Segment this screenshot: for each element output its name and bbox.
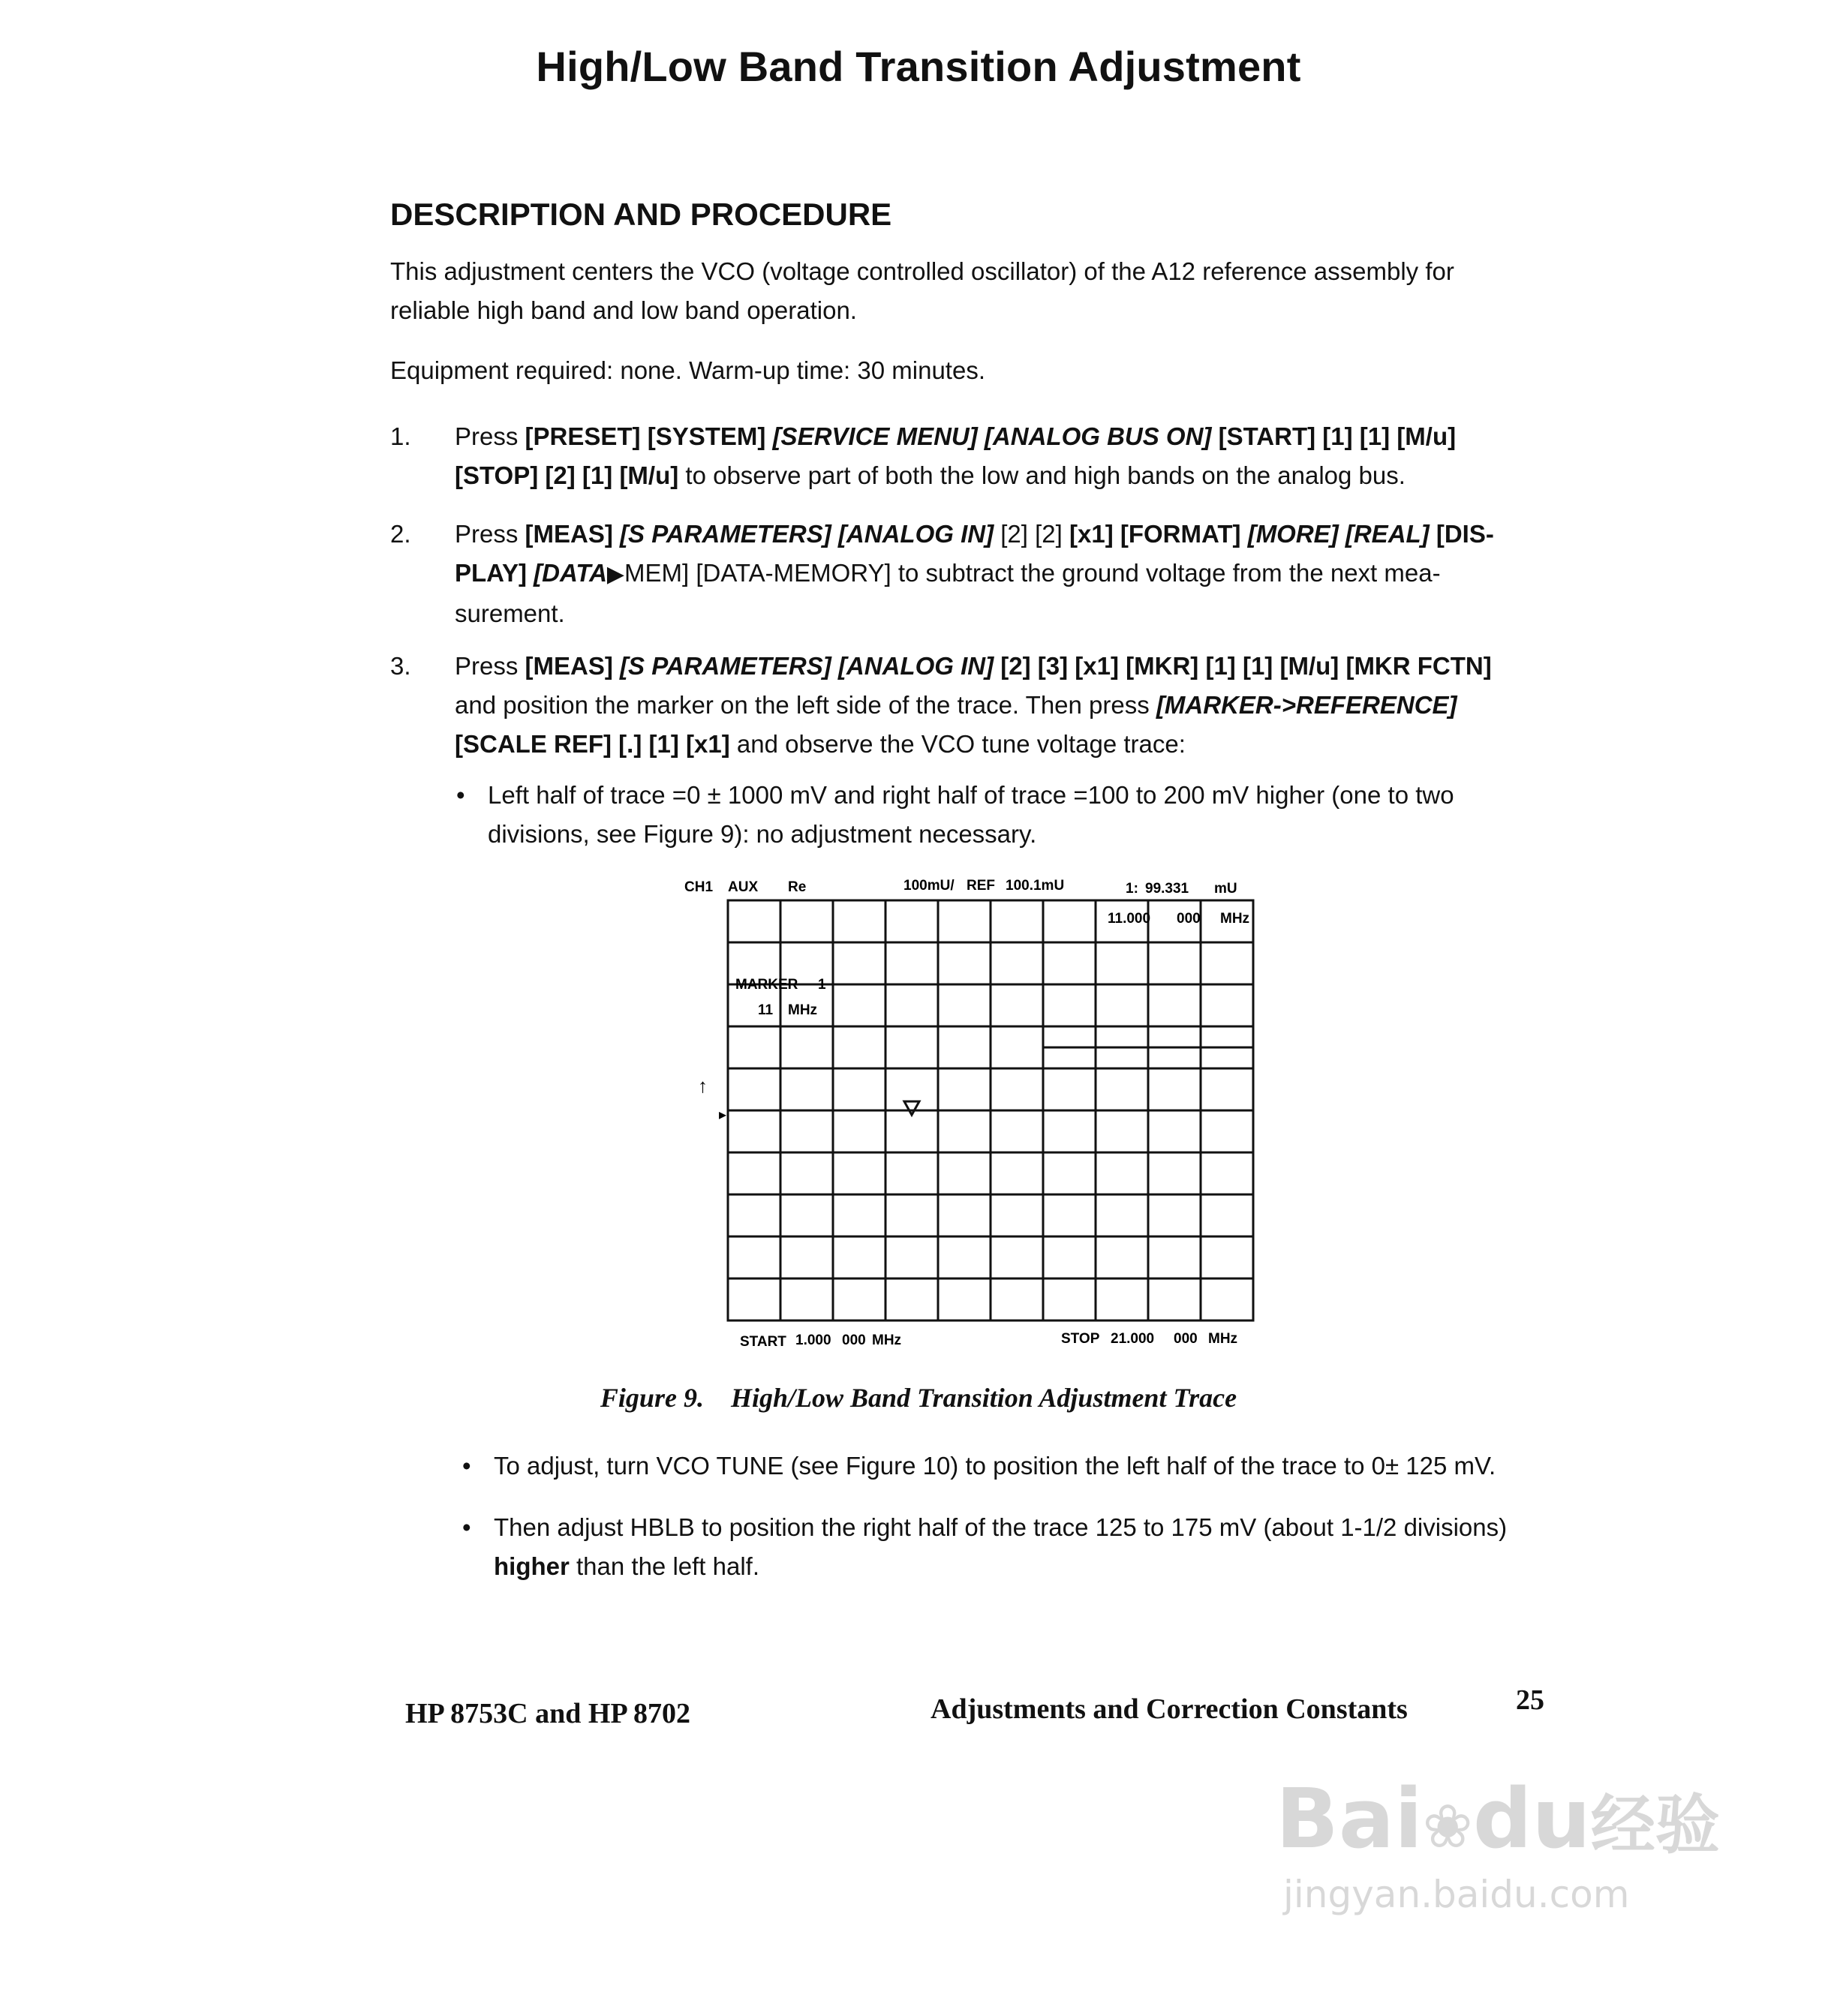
- key-meas: [MEAS]: [525, 652, 613, 680]
- footer-model: HP 8753C and HP 8702: [405, 1698, 691, 1729]
- key-1: [1]: [1359, 422, 1391, 450]
- fig-marker-freq: 11: [758, 1002, 774, 1018]
- key-1: [1]: [1322, 422, 1353, 450]
- key-format: [FORMAT]: [1120, 520, 1241, 548]
- fig-marker-unit: MHz: [788, 1002, 818, 1018]
- fig-marker-readout-label: 1:: [1126, 881, 1138, 897]
- fig-ref-value: 100.1mU: [1006, 878, 1065, 894]
- key-start: [START]: [1218, 422, 1316, 450]
- key-preset: [PRESET]: [525, 422, 641, 450]
- step-line: surement.: [455, 599, 565, 627]
- key-2: [2]: [1000, 652, 1031, 680]
- softkey-s-parameters: [S PARAMETERS]: [620, 520, 831, 548]
- figure-9-trace-display: [675, 870, 1276, 1366]
- step-body: [455, 417, 1558, 495]
- bullet-icon: •: [456, 781, 465, 809]
- fig-marker-box-freq: 11.000: [1108, 911, 1151, 927]
- press-word: Press: [455, 652, 519, 680]
- key-mu: [M/u]: [1279, 652, 1339, 680]
- step-number: 2.: [390, 520, 411, 548]
- key-2: [2]: [1035, 520, 1063, 548]
- softkey-analog-in: [ANALOG IN]: [837, 520, 994, 548]
- step-text: and observe the VCO tune voltage trace:: [736, 730, 1186, 758]
- bullet-icon: •: [462, 1452, 471, 1480]
- key-x1: [x1]: [1075, 652, 1119, 680]
- key-1: [1]: [1242, 652, 1273, 680]
- intro-line-2: reliable high band and low band operation.: [390, 296, 857, 324]
- fig-marker-number: 1: [818, 977, 826, 993]
- fig-start-unit: MHz: [872, 1332, 902, 1348]
- softkey-more: [MORE]: [1247, 520, 1339, 548]
- softkey-service-menu: [SERVICE MENU]: [772, 422, 978, 450]
- fig-marker-readout-unit: mU: [1214, 881, 1237, 897]
- footer-chapter: Adjustments and Correction Constants: [931, 1693, 1408, 1725]
- watermark-brand-a: Bai: [1276, 1771, 1423, 1867]
- fig-stop-value: 21.000: [1111, 1331, 1155, 1347]
- fig-marker-readout-value: 99.331: [1145, 881, 1189, 897]
- figure-caption-number: Figure 9.: [600, 1383, 704, 1413]
- arrow-right-icon: ▶: [606, 562, 624, 587]
- softkey-analog-bus-on: [ANALOG BUS ON]: [984, 422, 1212, 450]
- step-line: [455, 725, 1558, 764]
- fig-marker-box-unit: MHz: [1220, 911, 1250, 927]
- step-number: 1.: [390, 422, 411, 450]
- key-meas: [MEAS]: [525, 520, 613, 548]
- key-mu: [M/u]: [619, 461, 679, 489]
- figure-caption-text: High/Low Band Transition Adjustment Trace: [730, 1383, 1237, 1413]
- press-word: Press: [455, 422, 519, 450]
- bullet-item-2: [462, 1447, 1573, 1489]
- step-body: [455, 647, 1558, 764]
- key-stop: [STOP]: [455, 461, 539, 489]
- fig-marker-label: MARKER: [735, 977, 798, 993]
- key-x1: [x1]: [1069, 520, 1114, 548]
- press-word: Press: [455, 520, 519, 548]
- bullet-line: divisions, see Figure 9): no adjustment necessary.: [488, 820, 1037, 848]
- fig-start-value2: 000: [842, 1332, 866, 1348]
- fig-aux-label: AUX: [728, 879, 759, 895]
- fig-start-value: 1.000: [795, 1332, 831, 1348]
- softkey-mem: MEM]: [624, 559, 690, 587]
- step-line: [455, 456, 1558, 495]
- step-line: [455, 515, 1558, 554]
- softkey-s-parameters: [S PARAMETERS]: [620, 652, 831, 680]
- fig-marker-box-freq2: 000: [1177, 911, 1201, 927]
- watermark-brand-c: 经验: [1590, 1788, 1720, 1863]
- figure-caption: [0, 1382, 1837, 1414]
- paw-icon: ❀: [1422, 1792, 1473, 1861]
- bullet-item-1: [456, 776, 1567, 858]
- key-1: [1]: [648, 730, 679, 758]
- step-text: to subtract the ground voltage from the next mea-: [897, 559, 1441, 587]
- watermark-url: jingyan.baidu.com: [1283, 1873, 1630, 1916]
- softkey-marker-reference: [MARKER->REFERENCE]: [1156, 691, 1457, 719]
- fig-marker-triangle-icon: [904, 1101, 919, 1115]
- fig-stop-label: STOP: [1061, 1331, 1100, 1347]
- softkey-data-memory: [DATA-MEMORY]: [696, 559, 891, 587]
- key-2: [2]: [545, 461, 576, 489]
- bullet-icon: •: [462, 1513, 471, 1541]
- key-dot: [.]: [618, 730, 642, 758]
- step-text: to observe part of both the low and high bands on the analog bus.: [685, 461, 1406, 489]
- key-1: [1]: [1205, 652, 1236, 680]
- fig-ref-tick-icon: ▸: [719, 1107, 727, 1123]
- bullet-line: [494, 1547, 1507, 1586]
- bullet-body: [488, 776, 1454, 854]
- emphasis-higher: higher: [494, 1552, 570, 1580]
- step-line: [455, 686, 1558, 725]
- key-3: [3]: [1037, 652, 1069, 680]
- watermark-logo: [1276, 1771, 1720, 1867]
- softkey-real: [REAL]: [1345, 520, 1430, 548]
- fig-scale-label: 100mU/: [903, 878, 955, 894]
- key-x1: [x1]: [686, 730, 730, 758]
- bullet-line: Left half of trace =0 ± 1000 mV and right half of trace =100 to 200 mV higher (one to two: [488, 781, 1454, 809]
- key-mu: [M/u]: [1397, 422, 1457, 450]
- softkey-analog-in: [ANALOG IN]: [837, 652, 994, 680]
- fig-stop-value2: 000: [1174, 1331, 1198, 1347]
- key-display: [DIS-: [1436, 520, 1494, 548]
- step-number: 3.: [390, 652, 411, 680]
- step-body: [455, 515, 1558, 633]
- fig-up-arrow-icon: ↑: [698, 1074, 708, 1097]
- equipment-line: Equipment required: none. Warm-up time: 30 minutes.: [390, 356, 985, 384]
- bullet-body: [494, 1508, 1507, 1586]
- fig-ch1-label: CH1: [684, 879, 714, 895]
- step-line: [455, 554, 1558, 594]
- step-line: [455, 417, 1558, 456]
- fig-ref-label: REF: [967, 878, 995, 894]
- step-text: and position the marker on the left side of the trace. Then press: [455, 691, 1150, 719]
- page-title: High/Low Band Transition Adjustment: [536, 43, 1301, 90]
- bullet-line: Then adjust HBLB to position the right half of the trace 125 to 175 mV (about 1-1/2 divisions): [494, 1513, 1508, 1541]
- watermark-brand-b: du: [1472, 1771, 1591, 1867]
- step-2: [390, 515, 1561, 635]
- key-scale-ref: [SCALE REF]: [455, 730, 612, 758]
- softkey-data: [DATA: [534, 559, 607, 587]
- bullet-item-3: [462, 1508, 1573, 1591]
- footer-page-number: 25: [1516, 1684, 1544, 1716]
- baidu-watermark: [1276, 1771, 1720, 1921]
- key-1: [1]: [582, 461, 613, 489]
- intro-line-1: This adjustment centers the VCO (voltage controlled oscillator) of the A12 reference assembly for: [390, 257, 1454, 285]
- key-mkr: [MKR]: [1126, 652, 1199, 680]
- step-3: [390, 647, 1561, 767]
- fig-start-label: START: [740, 1334, 786, 1350]
- intro-paragraph: [390, 252, 1561, 330]
- key-2: [2]: [1000, 520, 1028, 548]
- key-display-cont: PLAY]: [455, 559, 527, 587]
- fig-re-label: Re: [788, 879, 807, 895]
- key-system: [SYSTEM]: [647, 422, 766, 450]
- section-heading: DESCRIPTION AND PROCEDURE: [390, 197, 892, 232]
- key-mkr-fctn: [MKR FCTN]: [1345, 652, 1492, 680]
- bullet-text: than the left half.: [576, 1552, 760, 1580]
- bullet-body: To adjust, turn VCO TUNE (see Figure 10) to position the left half of the trace to 0± 125 mV.: [494, 1452, 1496, 1480]
- fig-stop-unit: MHz: [1208, 1331, 1238, 1347]
- step-line: [455, 647, 1558, 686]
- step-1: [390, 417, 1561, 500]
